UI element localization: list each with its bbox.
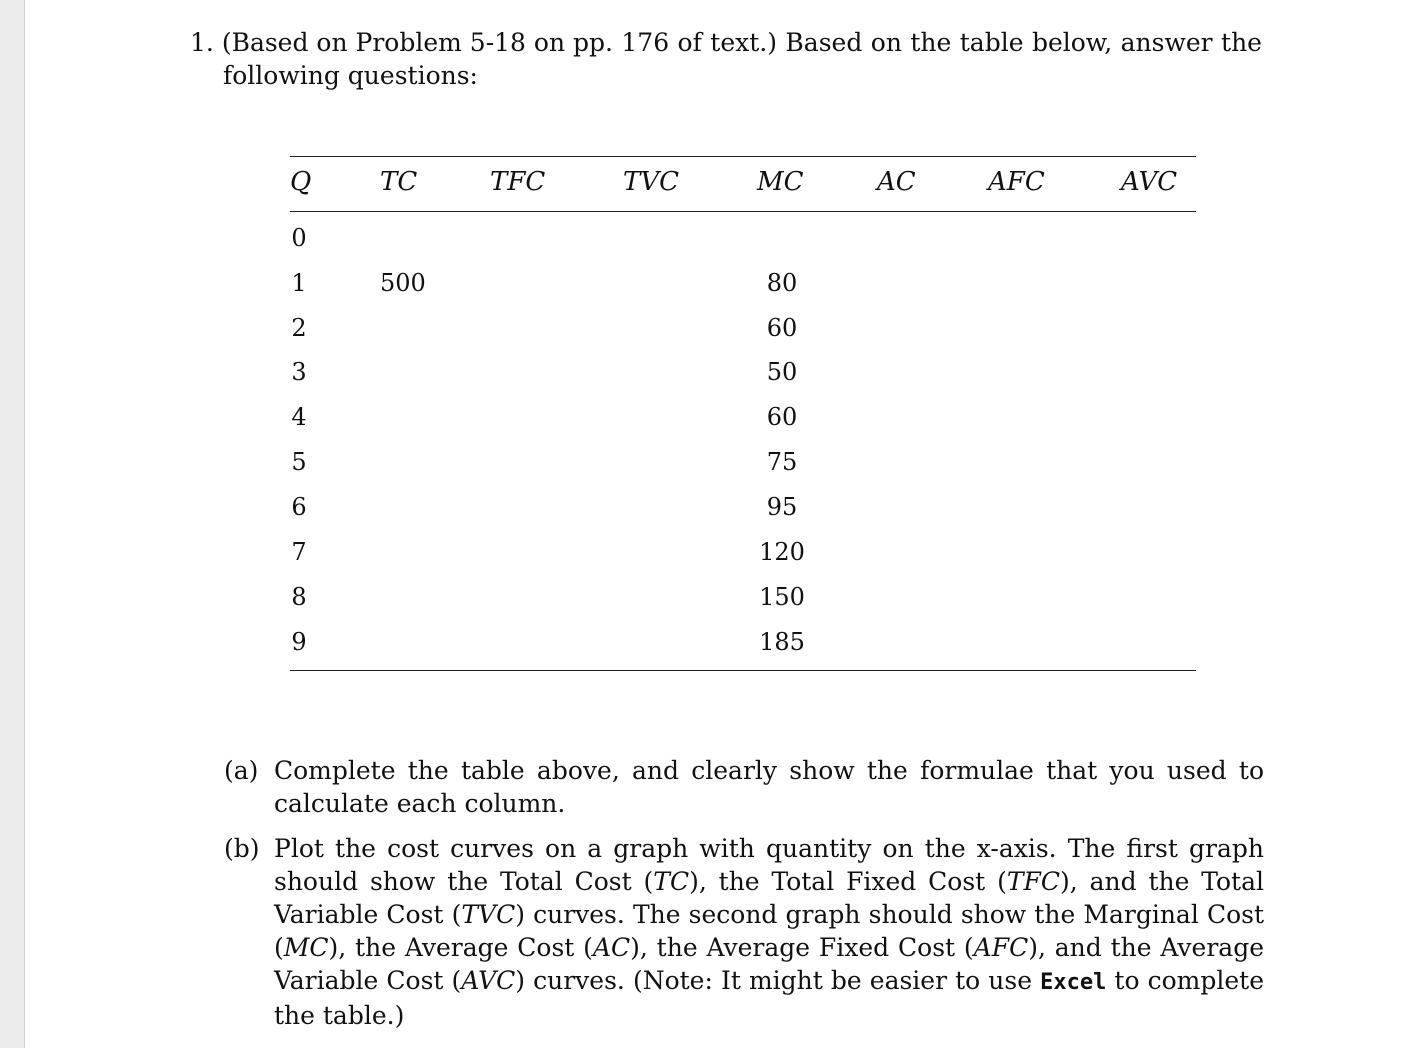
table-row [290,627,1196,657]
part-b-segment: Plot the cost curves on a graph with quantity on the x-axis. The first graph should show the Total Cost ( [274,834,1264,896]
part-b-segment: to complete the table.) [274,966,1264,1030]
question-number-and-start [190,26,613,59]
table-bottom-rule [290,670,1196,671]
cell-q: 6 [291,493,307,521]
cell-mc: 60 [766,314,798,342]
question-parts [224,754,1264,1032]
table-row [290,447,1196,477]
cell-mc: 120 [759,538,805,566]
question-word: the [1221,28,1262,57]
cell-q: 8 [291,583,307,611]
cell-mc: 60 [766,403,798,431]
cell-mc: 150 [759,583,805,611]
table-header-rule [290,211,1196,212]
header-mc: MC [757,167,804,197]
question-1 [190,26,1262,92]
table-row [290,223,1196,253]
table-top-rule [290,156,1196,157]
question-word: Based [785,28,863,57]
header-q: Q [290,167,312,197]
table-row [290,492,1196,522]
table-row [290,537,1196,567]
var-ac: AC [592,933,631,962]
var-tvc: TVC [461,900,516,929]
question-text-start: (Based on Problem 5-18 on pp. [221,28,613,57]
table-row [290,357,1196,387]
question-word: on [870,28,902,57]
cell-q: 1 [291,269,307,297]
question-line-1 [190,26,1262,59]
part-b-segment: ) curves. (Note: It might be easier to use [515,966,1041,995]
question-line-2: following questions: [223,61,478,90]
part-b-text [274,834,1264,1030]
question-word: the [910,28,952,57]
header-tfc: TFC [490,167,546,197]
table-row [290,582,1196,612]
cell-q: 4 [291,403,307,431]
page-left-gutter [0,0,25,1048]
part-a-label: (a) [224,756,259,785]
header-avc: AVC [1121,167,1178,197]
var-mc: MC [283,933,329,962]
part-a-text: Complete the table above, and clearly show the formulae that you used to calculate each column. [274,756,1264,818]
cell-mc: 185 [759,628,805,656]
part-a [224,754,1264,820]
table-row [290,268,1196,298]
question-number: 1. [190,28,214,57]
part-b-label: (b) [224,834,260,863]
var-tfc: TFC [1006,867,1060,896]
cell-q: 2 [291,314,307,342]
part-b-segment: ), and the Average Variable Cost ( [274,933,1265,995]
cell-q: 0 [291,224,307,252]
cell-q: 5 [291,448,307,476]
cell-q: 7 [291,538,307,566]
part-b-segment: ) curves. The second graph should show the Marginal Cost ( [274,900,1264,962]
question-word: answer [1120,28,1213,57]
excel-code: Excel [1040,970,1107,995]
var-avc: AVC [461,966,516,995]
part-b [224,832,1264,1032]
header-ac: AC [877,167,916,197]
header-afc: AFC [988,167,1045,197]
var-tc: TC [653,867,690,896]
question-word: table [959,28,1024,57]
cell-q: 9 [291,628,307,656]
question-word: of [677,28,702,57]
part-b-segment: ), the Total Fixed Cost ( [689,867,1007,896]
part-b-segment: ), the Average Fixed Cost ( [630,933,974,962]
part-b-segment: ), and the Total Variable Cost ( [274,867,1264,929]
cell-q: 3 [291,358,307,386]
cell-mc: 80 [766,269,798,297]
question-word: 176 [621,28,670,57]
table-row [290,313,1196,343]
question-word: below, [1031,28,1113,57]
cell-mc: 50 [766,358,798,386]
cell-tc: 500 [380,269,426,297]
var-afc: AFC [973,933,1029,962]
cell-mc: 75 [766,448,798,476]
header-tvc: TVC [623,167,680,197]
header-tc: TC [380,167,418,197]
question-word: text.) [710,28,777,57]
table-row [290,402,1196,432]
cell-mc: 95 [766,493,798,521]
part-b-segment: ), the Average Cost ( [328,933,593,962]
